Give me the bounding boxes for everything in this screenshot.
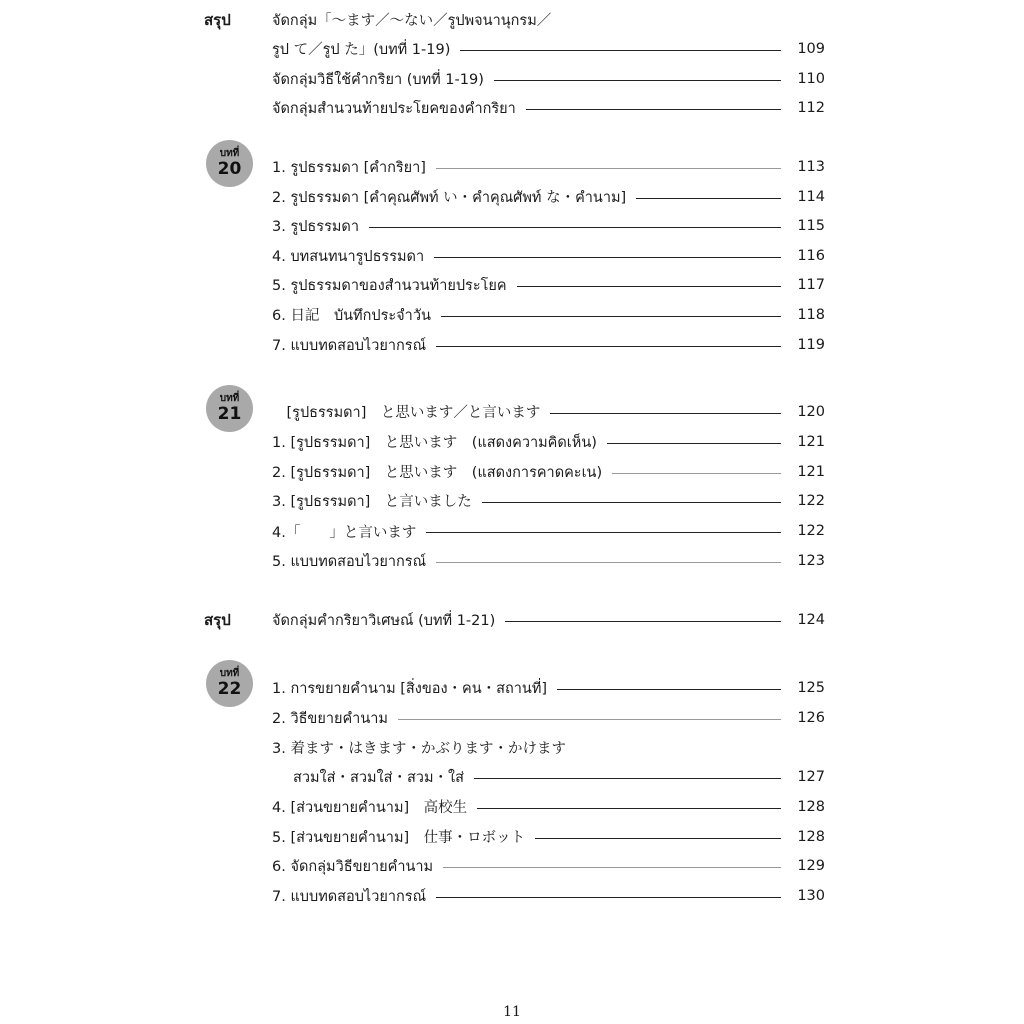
toc-entry[interactable] [272,333,825,357]
entry-page: 128 [797,829,825,845]
leader-line [436,168,781,169]
summary-label: สรุป [204,11,231,29]
leader-line [434,257,781,258]
toc-entry[interactable] [272,37,825,61]
toc-entry[interactable] [272,244,825,268]
leader-line [474,778,781,779]
toc-entry[interactable] [272,884,825,908]
entry-page: 126 [797,710,825,726]
entry-page: 120 [797,404,825,420]
leader-line [517,286,781,287]
toc-entry[interactable] [272,519,825,543]
leader-line [505,621,781,622]
entry-page: 114 [797,189,825,205]
entry-text: 6. 日記 บันทึกประจำวัน [272,307,431,324]
leader-line [436,346,781,347]
entry-page: 124 [797,612,825,628]
leader-line [550,413,781,414]
entry-page: 122 [797,523,825,539]
badge-number: 20 [217,159,242,179]
lesson-badge-20 [206,140,253,187]
entry-page: 128 [797,799,825,815]
toc-entry[interactable] [272,549,825,573]
entry-text: รูป て／รูป た」(บทที่ 1-19) [272,41,451,58]
entry-page: 122 [797,493,825,509]
toc-entry[interactable] [272,400,825,424]
entry-text: 3. [รูปธรรมดา] と言いました [272,493,472,510]
toc-entry[interactable] [272,825,825,849]
entry-page: 113 [797,159,825,175]
entry-text: 5. แบบทดสอบไวยากรณ์ [272,553,427,570]
toc-entry[interactable] [272,273,825,297]
badge-label: บทที่ [219,393,240,404]
toc-entry[interactable] [272,489,825,513]
leader-line [494,80,781,81]
entry-page: 118 [797,307,825,323]
toc-entry[interactable] [272,706,825,730]
entry-text: 2. รูปธรรมดา [คำคุณศัพท์ い・คำคุณศัพท์ な・คำนาม] [272,189,627,206]
badge-number: 21 [217,404,242,424]
badge-number: 22 [217,679,242,699]
leader-line [526,109,781,110]
entry-text: 6. จัดกลุ่มวิธีขยายคำนาม [272,858,434,875]
toc-entry[interactable] [272,303,825,327]
entry-text: [รูปธรรมดา] と思います／と言います [272,404,541,421]
entry-text: จัดกลุ่มคำกริยาวิเศษณ์ (บทที่ 1-21) [272,612,496,629]
entry-text: 1. [รูปธรรมดา] と思います (แสดงความคิดเห็น) [272,434,597,451]
toc-entry[interactable] [272,8,825,32]
badge-label: บทที่ [219,668,240,679]
entry-text: 2. วิธีขยายคำนาม [272,710,388,727]
leader-line [607,443,781,444]
leader-line [535,838,781,839]
page-number: 11 [503,1004,521,1020]
entry-text: 4. บทสนทนารูปธรรมดา [272,248,425,265]
lesson-badge-21 [206,385,253,432]
entry-page: 117 [797,277,825,293]
leader-line [436,897,781,898]
toc-entry[interactable] [272,155,825,179]
entry-text: 5. [ส่วนขยายคำนาม] 仕事・ロボット [272,829,526,846]
entry-text: 2. [รูปธรรมดา] と思います (แสดงการคาดคะเน) [272,464,603,481]
leader-line [477,808,781,809]
entry-text: 4.「 」と言います [272,524,417,541]
toc-entry[interactable] [293,765,825,789]
toc-entry[interactable] [272,608,825,632]
leader-line [612,473,781,474]
entry-page: 130 [797,888,825,904]
toc-entry[interactable] [272,185,825,209]
entry-text: จัดกลุ่ม「～ます／～ない／รูปพจนานุกรม／ [272,12,552,29]
leader-line [369,227,781,228]
entry-page: 121 [797,464,825,480]
toc-entry[interactable] [272,430,825,454]
toc-entry[interactable] [272,795,825,819]
leader-line [426,532,781,533]
entry-page: 110 [797,71,825,87]
entry-page: 125 [797,680,825,696]
entry-page: 121 [797,434,825,450]
entry-text: สวมใส่・สวมใส่・สวม・ใส่ [293,769,464,786]
entry-text: 5. รูปธรรมดาของสำนวนท้ายประโยค [272,277,507,294]
entry-text: 4. [ส่วนขยายคำนาม] 高校生 [272,799,468,816]
leader-line [557,689,781,690]
leader-line [636,198,781,199]
leader-line [436,562,781,563]
leader-line [482,502,781,503]
toc-entry[interactable] [272,214,825,238]
entry-page: 112 [797,100,825,116]
lesson-badge-22 [206,660,253,707]
toc-entry[interactable] [272,854,825,878]
entry-text: 3. รูปธรรมดา [272,218,359,235]
entry-page: 109 [797,41,825,57]
toc-entry[interactable] [272,460,825,484]
entry-page: 127 [797,769,825,785]
toc-entry[interactable] [272,676,825,700]
entry-text: จัดกลุ่มสำนวนท้ายประโยคของคำกริยา [272,100,516,117]
entry-text: 7. แบบทดสอบไวยากรณ์ [272,888,427,905]
entry-page: 115 [797,218,825,234]
entry-page: 116 [797,248,825,264]
entry-text: 3. 着ます・はきます・かぶります・かけます [272,740,566,757]
entry-text: 1. รูปธรรมดา [คำกริยา] [272,159,426,176]
entry-page: 119 [797,337,825,353]
leader-line [441,316,781,317]
entry-text: 7. แบบทดสอบไวยากรณ์ [272,337,427,354]
entry-text: จัดกลุ่มวิธีใช้คำกริยา (บทที่ 1-19) [272,71,484,88]
leader-line [443,867,781,868]
toc-entry[interactable] [272,67,825,91]
leader-line [460,50,781,51]
badge-label: บทที่ [219,148,240,159]
summary-label: สรุป [204,611,231,629]
entry-page: 123 [797,553,825,569]
toc-entry[interactable] [272,735,825,759]
entry-page: 129 [797,858,825,874]
entry-text: 1. การขยายคำนาม [สิ่งของ・คน・สถานที่] [272,680,548,697]
leader-line [398,719,781,720]
toc-entry[interactable] [272,96,825,120]
